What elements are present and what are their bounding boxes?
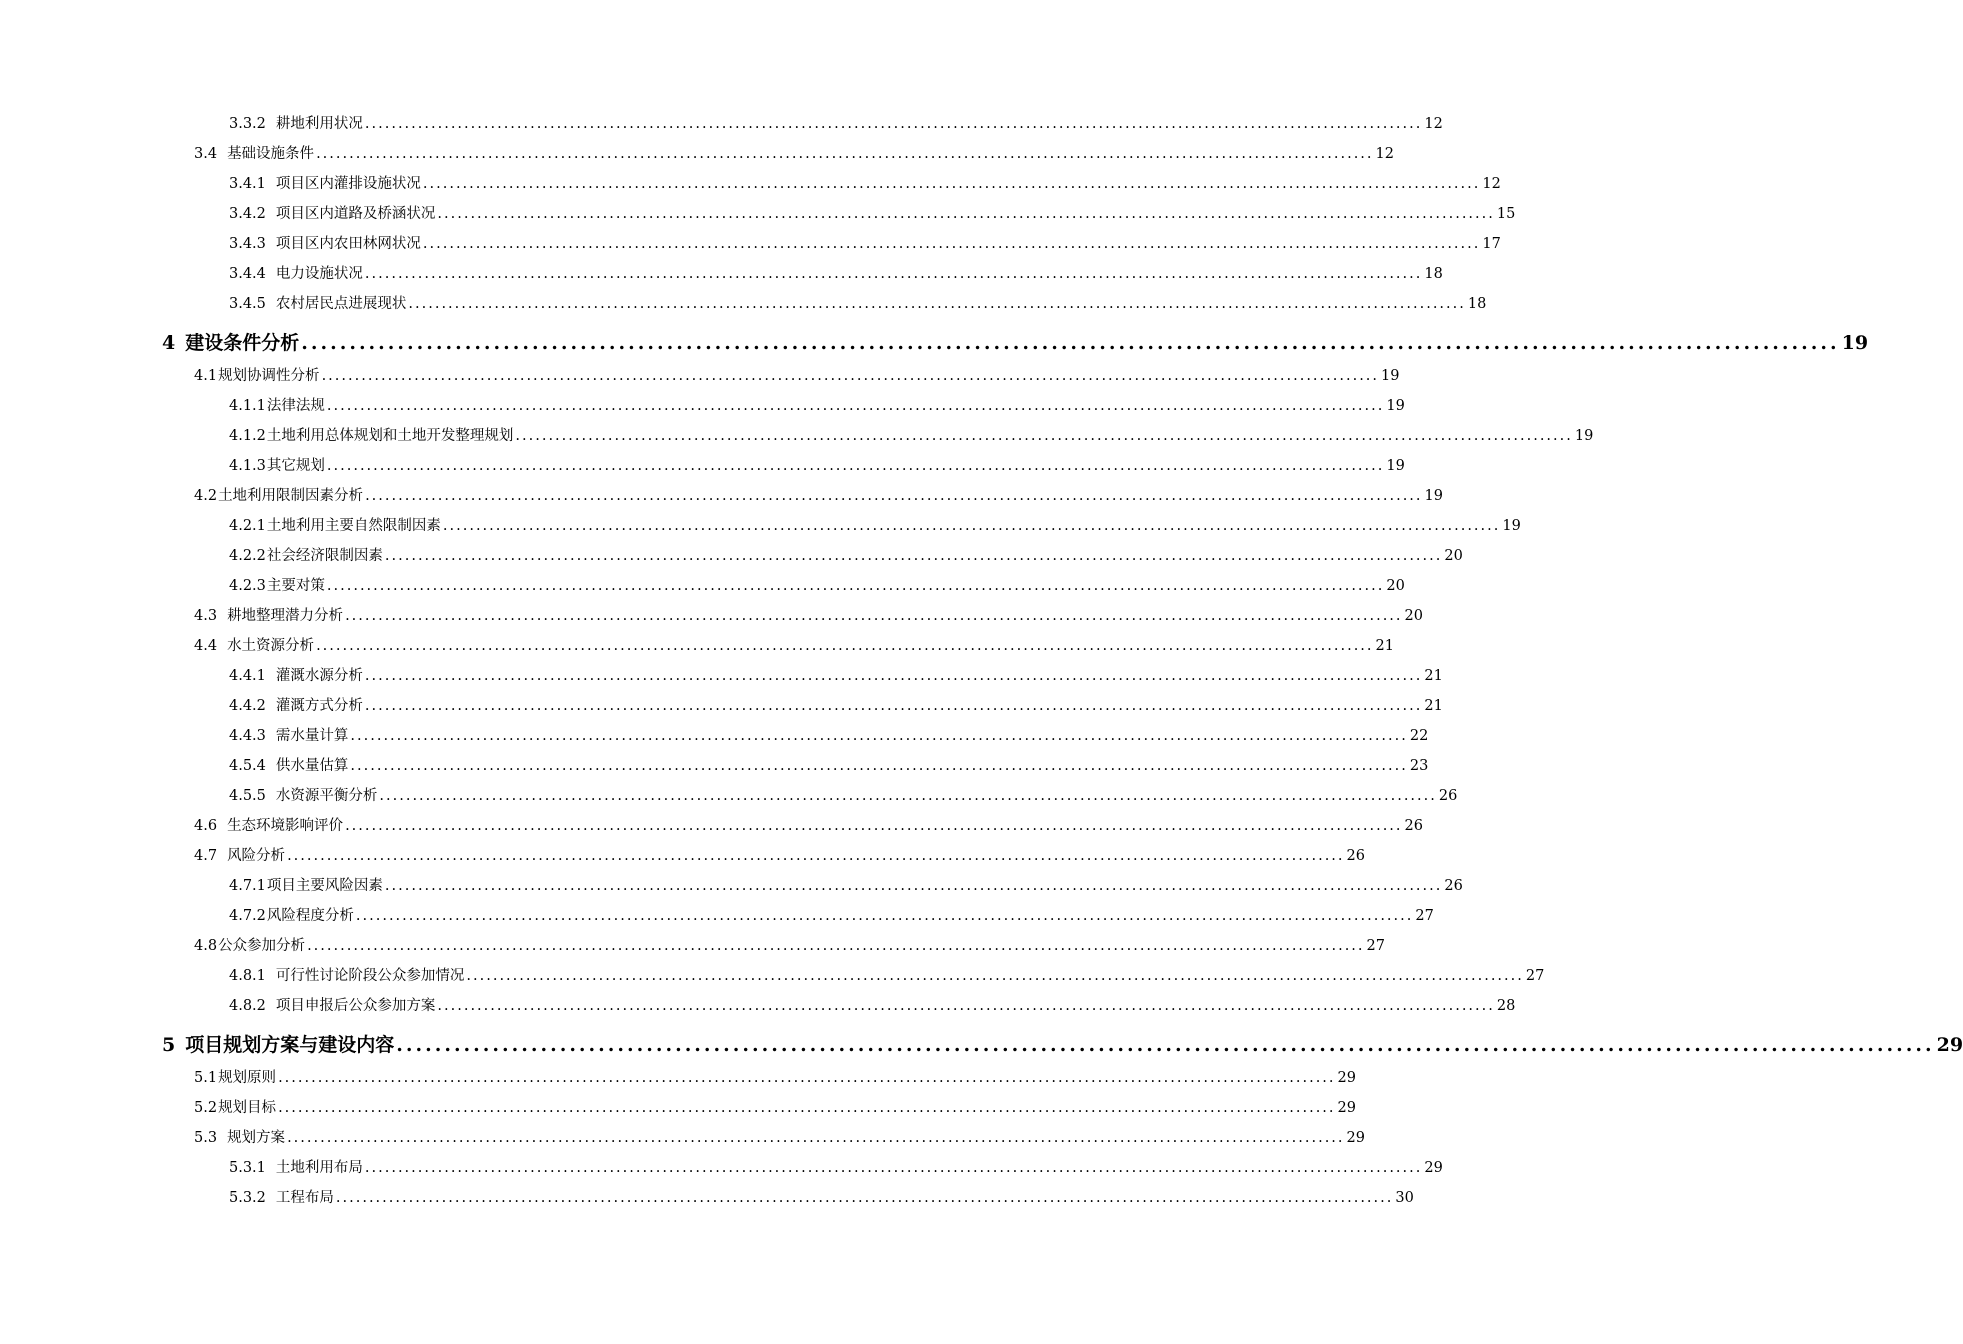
toc-entry-label <box>194 364 320 385</box>
toc-entry[interactable] <box>229 574 1405 604</box>
toc-entry-number: 5.3.2 <box>229 1190 266 1206</box>
toc-entry-title: 建设条件分析 <box>185 332 300 354</box>
toc-entry-title: 规划原则 <box>218 1070 277 1086</box>
toc-entry-label <box>229 994 435 1015</box>
toc-entry[interactable] <box>229 664 1443 694</box>
toc-entry-label <box>194 1126 285 1147</box>
toc-page-number: 18 <box>1424 266 1443 282</box>
toc-entry-label <box>229 1186 334 1207</box>
toc-entry-number: 4 <box>162 332 176 354</box>
toc-page-number: 27 <box>1525 968 1545 984</box>
toc-page-number: 29 <box>1346 1130 1365 1146</box>
toc-entry-label <box>229 454 325 475</box>
toc-entry-number: 4.1.3 <box>229 458 266 474</box>
toc-page-number: 27 <box>1415 908 1434 924</box>
toc-entry-number: 4.5.4 <box>229 758 266 774</box>
toc-entry-label <box>229 232 421 253</box>
dot-leader: ................................................................................................................................................................ <box>307 938 1365 954</box>
toc-entry[interactable] <box>194 364 1400 394</box>
toc-entry-number: 3.4.5 <box>229 296 266 312</box>
toc-entry-title: 项目规划方案与建设内容 <box>185 1034 395 1056</box>
toc-page-number: 29 <box>1424 1160 1443 1176</box>
toc-entry[interactable] <box>229 112 1443 142</box>
dot-leader: ................................................................................................................................................................ <box>466 968 1524 984</box>
toc-entry-number: 4.1 <box>194 368 218 384</box>
toc-entry[interactable] <box>229 874 1463 904</box>
dot-leader: ................................................................................................................................................................ <box>408 296 1466 312</box>
toc-entry-title: 法律法规 <box>266 398 325 414</box>
toc-entry-label <box>229 664 363 685</box>
toc-entry-number: 5.3.1 <box>229 1160 266 1176</box>
toc-entry-number: 5.3 <box>194 1130 218 1146</box>
toc-entry-number: 5 <box>162 1034 176 1056</box>
toc-entry[interactable] <box>194 1066 1356 1096</box>
toc-entry[interactable] <box>194 814 1423 844</box>
toc-entry-number: 4.8.1 <box>229 968 266 984</box>
toc-entry-title: 规划协调性分析 <box>218 368 320 384</box>
toc-page-number: 23 <box>1409 758 1429 774</box>
toc-entry[interactable] <box>194 844 1365 874</box>
toc-page-number: 29 <box>1337 1100 1356 1116</box>
toc-entry-title: 项目区内道路及桥涵状况 <box>275 206 436 222</box>
toc-entry[interactable] <box>229 394 1405 424</box>
toc-entry-title: 风险程度分析 <box>266 908 354 924</box>
toc-entry[interactable] <box>229 424 1594 454</box>
toc-entry-number: 4.2 <box>194 488 218 504</box>
toc-entry-title: 基础设施条件 <box>227 146 315 162</box>
toc-page-number: 12 <box>1482 176 1501 192</box>
dot-leader: ................................................................................................................................................................ <box>364 1160 1423 1176</box>
toc-entry-number: 4.7.2 <box>229 908 266 924</box>
toc-page-number: 26 <box>1438 788 1458 804</box>
toc-entry-label <box>194 1096 276 1117</box>
toc-entry-title: 可行性讨论阶段公众参加情况 <box>275 968 465 984</box>
dot-leader: ................................................................................................................................................................ <box>384 878 1443 894</box>
dot-leader: ................................................................................................................................................................ <box>326 578 1385 594</box>
dot-leader: ................................................................................................................................................................ <box>321 368 1380 384</box>
toc-entry[interactable] <box>229 784 1458 814</box>
toc-entry[interactable] <box>229 202 1516 232</box>
toc-entry-number: 4.1.1 <box>229 398 266 414</box>
toc-chapter-entry[interactable] <box>162 1030 1963 1060</box>
toc-entry-number: 4.4.3 <box>229 728 266 744</box>
toc-entry-label <box>229 394 325 415</box>
toc-entry-number: 3.4.4 <box>229 266 266 282</box>
dot-leader: ................................................................................................................................................................ <box>287 848 1345 864</box>
toc-entry-number: 3.4.2 <box>229 206 266 222</box>
toc-entry-number: 4.2.3 <box>229 578 266 594</box>
toc-entry-label <box>194 934 305 955</box>
toc-entry-title: 灌溉水源分析 <box>275 668 363 684</box>
toc-entry[interactable] <box>229 1186 1414 1216</box>
toc-entry-title: 需水量计算 <box>275 728 349 744</box>
toc-entry[interactable] <box>229 964 1545 994</box>
toc-entry[interactable] <box>194 484 1443 514</box>
dot-leader: ................................................................................................................................................................ <box>350 758 1408 774</box>
toc-page-number: 20 <box>1444 548 1463 564</box>
toc-page-number: 19 <box>1841 332 1869 354</box>
toc-entry-title: 生态环境影响评价 <box>227 818 344 834</box>
toc-page-number: 18 <box>1467 296 1487 312</box>
toc-entry-label <box>194 484 363 505</box>
toc-page-number: 19 <box>1574 428 1594 444</box>
toc-entry-label <box>162 1030 394 1057</box>
toc-entry-label <box>229 574 325 595</box>
toc-entry-title: 灌溉方式分析 <box>275 698 363 714</box>
dot-leader: ................................................................................................................................................................ <box>301 332 1840 354</box>
toc-entry-title: 项目区内灌排设施状况 <box>275 176 421 192</box>
toc-entry-label <box>229 292 406 313</box>
toc-entry-title: 土地利用限制因素分析 <box>218 488 364 504</box>
toc-entry-title: 社会经济限制因素 <box>266 548 383 564</box>
toc-entry[interactable] <box>229 292 1487 322</box>
toc-entry[interactable] <box>229 232 1501 262</box>
toc-entry-number: 3.4 <box>194 146 218 162</box>
dot-leader: ................................................................................................................................................................ <box>379 788 1437 804</box>
toc-entry-number: 4.2.1 <box>229 518 266 534</box>
toc-entry-label <box>194 634 314 655</box>
toc-entry-label <box>229 874 383 895</box>
toc-entry-label <box>229 904 354 925</box>
toc-entry-number: 4.7.1 <box>229 878 266 894</box>
toc-entry[interactable] <box>229 994 1516 1024</box>
toc-page-number: 21 <box>1424 698 1443 714</box>
toc-entry-title: 农村居民点进展现状 <box>275 296 407 312</box>
toc-entry-number: 4.8 <box>194 938 218 954</box>
toc-entry[interactable] <box>229 754 1429 784</box>
toc-entry[interactable] <box>194 142 1394 172</box>
toc-entry-title: 规划方案 <box>227 1130 286 1146</box>
toc-page-number: 12 <box>1375 146 1394 162</box>
toc-page-number: 27 <box>1366 938 1385 954</box>
dot-leader: ................................................................................................................................................................ <box>326 398 1385 414</box>
toc-entry[interactable] <box>194 1126 1365 1156</box>
toc-entry-title: 项目申报后公众参加方案 <box>275 998 436 1014</box>
dot-leader: ................................................................................................................................................................ <box>442 518 1501 534</box>
toc-entry[interactable] <box>229 454 1405 484</box>
dot-leader: ................................................................................................................................................................ <box>326 458 1385 474</box>
toc-entry-label <box>194 604 343 625</box>
toc-entry-title: 水资源平衡分析 <box>275 788 378 804</box>
toc-entry-label <box>229 112 363 133</box>
dot-leader: ................................................................................................................................................................ <box>365 488 1423 504</box>
toc-entry[interactable] <box>194 1096 1356 1126</box>
toc-page-number: 19 <box>1386 398 1405 414</box>
toc-entry[interactable] <box>194 604 1423 634</box>
toc-page-number: 15 <box>1496 206 1516 222</box>
toc-entry-title: 土地利用布局 <box>275 1160 363 1176</box>
dot-leader: ................................................................................................................................................................ <box>515 428 1573 444</box>
toc-page-number: 12 <box>1424 116 1443 132</box>
toc-page-number: 29 <box>1337 1070 1356 1086</box>
toc-entry-label <box>194 142 314 163</box>
toc-entry-label <box>229 754 348 775</box>
dot-leader: ................................................................................................................................................................ <box>287 1130 1345 1146</box>
toc-entry-title: 其它规划 <box>266 458 325 474</box>
toc-entry-label <box>229 544 383 565</box>
dot-leader: ................................................................................................................................................................ <box>345 608 1403 624</box>
toc-entry-number: 4.4.1 <box>229 668 266 684</box>
toc-entry-title: 土地利用主要自然限制因素 <box>266 518 441 534</box>
toc-page-number: 29 <box>1936 1034 1963 1056</box>
dot-leader: ................................................................................................................................................................ <box>278 1100 1336 1116</box>
toc-entry[interactable] <box>229 724 1429 754</box>
toc-entry-number: 3.4.3 <box>229 236 266 252</box>
toc-entry-number: 4.1.2 <box>229 428 266 444</box>
dot-leader: ................................................................................................................................................................ <box>364 116 1423 132</box>
dot-leader: ................................................................................................................................................................ <box>316 146 1374 162</box>
toc-entry-title: 工程布局 <box>275 1190 334 1206</box>
dot-leader: ................................................................................................................................................................ <box>364 266 1423 282</box>
toc-entry-label <box>229 694 363 715</box>
toc-entry-title: 规划目标 <box>218 1100 277 1116</box>
toc-entry-label <box>229 784 377 805</box>
toc-entry-title: 风险分析 <box>227 848 286 864</box>
toc-entry-title: 主要对策 <box>266 578 325 594</box>
toc-entry-title: 公众参加分析 <box>218 938 306 954</box>
toc-page-number: 21 <box>1375 638 1394 654</box>
toc-entry-label <box>229 724 348 745</box>
toc-page-number: 19 <box>1424 488 1443 504</box>
toc-entry-title: 土地利用总体规划和土地开发整理规划 <box>266 428 514 444</box>
dot-leader: ................................................................................................................................................................ <box>335 1190 1394 1206</box>
toc-page-number: 26 <box>1346 848 1365 864</box>
toc-page-number: 22 <box>1409 728 1429 744</box>
toc-entry[interactable] <box>194 934 1385 964</box>
toc-entry-title: 耕地整理潜力分析 <box>227 608 344 624</box>
toc-entry-label <box>194 1066 276 1087</box>
toc-entry-number: 4.5.5 <box>229 788 266 804</box>
toc-entry[interactable] <box>194 634 1394 664</box>
toc-entry[interactable] <box>229 544 1463 574</box>
toc-entry-label <box>194 814 343 835</box>
toc-entry-number: 4.7 <box>194 848 218 864</box>
dot-leader: ................................................................................................................................................................ <box>422 236 1481 252</box>
toc-entry-label <box>229 424 513 445</box>
dot-leader: ................................................................................................................................................................ <box>345 818 1403 834</box>
toc-entry-label <box>229 964 464 985</box>
toc-page-number: 26 <box>1404 818 1423 834</box>
toc-entry[interactable] <box>229 172 1501 202</box>
toc-page-number: 19 <box>1381 368 1400 384</box>
toc-page-number: 30 <box>1395 1190 1414 1206</box>
toc-entry-title: 水土资源分析 <box>227 638 315 654</box>
dot-leader: ................................................................................................................................................................ <box>355 908 1414 924</box>
toc-entry-number: 3.4.1 <box>229 176 266 192</box>
toc-page-number: 20 <box>1404 608 1423 624</box>
toc-entry-number: 4.4.2 <box>229 698 266 714</box>
dot-leader: ................................................................................................................................................................ <box>316 638 1374 654</box>
dot-leader: ................................................................................................................................................................ <box>437 206 1495 222</box>
toc-entry[interactable] <box>229 694 1443 724</box>
toc-entry-number: 5.1 <box>194 1070 218 1086</box>
dot-leader: ................................................................................................................................................................ <box>278 1070 1336 1086</box>
toc-entry-label <box>229 1156 363 1177</box>
toc-entry[interactable] <box>229 904 1434 934</box>
toc-page-number: 26 <box>1444 878 1463 894</box>
toc-entry-number: 4.6 <box>194 818 218 834</box>
toc-entry-label <box>229 202 435 223</box>
toc-page-number: 19 <box>1386 458 1405 474</box>
dot-leader: ................................................................................................................................................................ <box>350 728 1408 744</box>
toc-page-number: 17 <box>1482 236 1501 252</box>
toc-page-number: 20 <box>1386 578 1405 594</box>
dot-leader: ................................................................................................................................................................ <box>396 1034 1935 1056</box>
toc-entry-label <box>229 262 363 283</box>
toc-entry-number: 4.8.2 <box>229 998 266 1014</box>
toc-entry-title: 项目区内农田林网状况 <box>275 236 421 252</box>
dot-leader: ................................................................................................................................................................ <box>437 998 1495 1014</box>
dot-leader: ................................................................................................................................................................ <box>422 176 1481 192</box>
toc-page-number: 19 <box>1502 518 1521 534</box>
toc-entry-title: 耕地利用状况 <box>275 116 363 132</box>
toc-entry-label <box>229 514 441 535</box>
toc-entry-number: 4.3 <box>194 608 218 624</box>
toc-entry-label <box>229 172 421 193</box>
toc-entry-number: 5.2 <box>194 1100 218 1116</box>
toc-entry-number: 4.4 <box>194 638 218 654</box>
dot-leader: ................................................................................................................................................................ <box>364 698 1423 714</box>
toc-page-number: 21 <box>1424 668 1443 684</box>
toc-entry[interactable] <box>229 514 1521 544</box>
toc-chapter-entry[interactable] <box>162 328 1869 358</box>
toc-entry-label <box>194 844 285 865</box>
toc-entry[interactable] <box>229 262 1443 292</box>
toc-entry-label <box>162 328 299 355</box>
toc-entry[interactable] <box>229 1156 1443 1186</box>
toc-entry-title: 项目主要风险因素 <box>266 878 383 894</box>
toc-entry-title: 供水量估算 <box>275 758 349 774</box>
dot-leader: ................................................................................................................................................................ <box>384 548 1443 564</box>
toc-entry-number: 4.2.2 <box>229 548 266 564</box>
toc-entry-title: 电力设施状况 <box>275 266 363 282</box>
toc-page-number: 28 <box>1496 998 1516 1014</box>
toc-entry-number: 3.3.2 <box>229 116 266 132</box>
dot-leader: ................................................................................................................................................................ <box>364 668 1423 684</box>
